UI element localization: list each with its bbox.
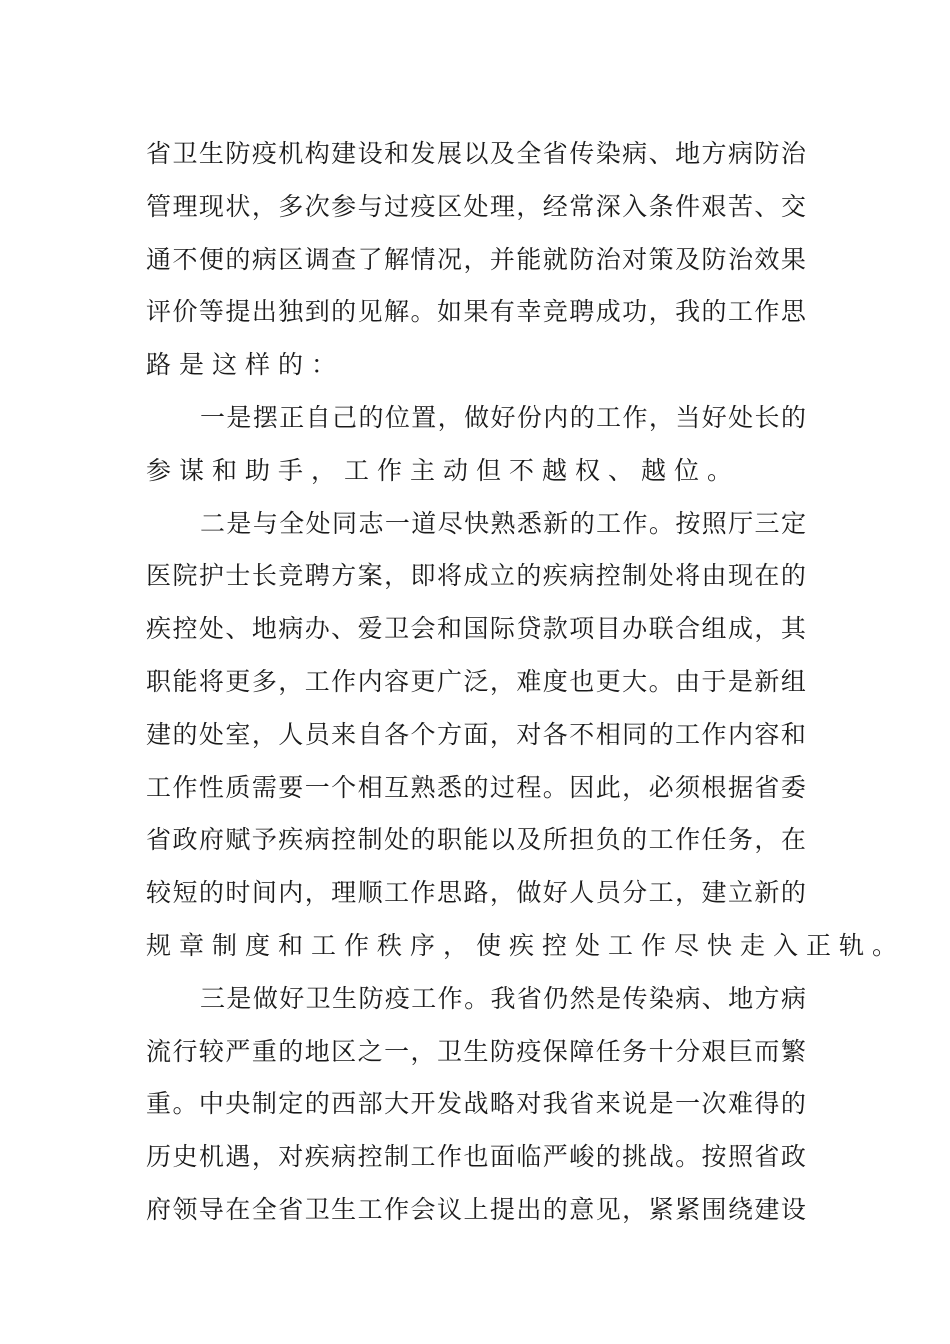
paragraph-first-line: 二 是 与 全 处 同 志 一 道 尽 快 熟 悉 新 的 工 作 。 按 照 厅 三 定 [200, 508, 806, 538]
text-line: 规章制度和工作秩序，使疾控处工作尽快走入正轨。 [146, 930, 906, 960]
text-line: 省 卫 生 防 疫 机 构 建 设 和 发 展 以 及 全 省 传 染 病 、 地 方 病 防 治 [146, 139, 806, 168]
paragraph-first-line: 一 是 摆 正 自 己 的 位 置 ， 做 好 份 内 的 工 作 ， 当 好 处 长 的 [200, 402, 806, 432]
text-line: 重 。 中 央 制 定 的 西 部 大 开 发 战 略 对 我 省 来 说 是 一 次 难 得 的 [146, 1089, 806, 1119]
text-line: 路是这样的： [146, 350, 345, 380]
text-line: 管 理 现 状 ， 多 次 参 与 过 疫 区 处 理 ， 经 常 深 入 条 件 艰 苦 、 交 [146, 191, 806, 221]
text-line: 府 领 导 在 全 省 卫 生 工 作 会 议 上 提 出 的 意 见 ， 紧 紧 围 绕 建 设 [146, 1194, 806, 1224]
text-line: 建 的 处 室 ， 人 员 来 自 各 个 方 面 ， 对 各 不 相 同 的 工 作 内 容 和 [146, 719, 806, 749]
text-line: 疾 控 处 、 地 病 办 、 爱 卫 会 和 国 际 贷 款 项 目 办 联 合 组 成 ， 其 [146, 614, 806, 644]
text-line: 较 短 的 时 间 内 ， 理 顺 工 作 思 路 ， 做 好 人 员 分 工 ， 建 立 新 的 [146, 878, 806, 908]
text-line: 通 不 便 的 病 区 调 查 了 解 情 况 ， 并 能 就 防 治 对 策 及 防 治 效 果 [146, 244, 806, 274]
paragraph-first-line: 三 是 做 好 卫 生 防 疫 工 作 。 我 省 仍 然 是 传 染 病 、 地 方 病 [200, 983, 806, 1013]
text-line: 工 作 性 质 需 要 一 个 相 互 熟 悉 的 过 程 。 因 此 ， 必 须 根 据 省 委 [146, 772, 806, 802]
text-line: 职 能 将 更 多 ， 工 作 内 容 更 广 泛 ， 难 度 也 更 大 。 由 于 是 新 组 [146, 666, 806, 696]
text-line: 医 院 护 士 长 竞 聘 方 案 ， 即 将 成 立 的 疾 病 控 制 处 将 由 现 在 的 [146, 561, 806, 591]
text-line: 流 行 较 严 重 的 地 区 之 一 ， 卫 生 防 疫 保 障 任 务 十 分 艰 巨 而 繁 [146, 1036, 806, 1066]
text-line: 参谋和助手，工作主动但不越权、越位。 [146, 455, 741, 485]
text-line: 省 政 府 赋 予 疾 病 控 制 处 的 职 能 以 及 所 担 负 的 工 作 任 务 ， 在 [146, 825, 806, 855]
text-line: 评 价 等 提 出 独 到 的 见 解 。 如 果 有 幸 竞 聘 成 功 ， 我 的 工 作 思 [146, 297, 806, 327]
text-line: 历 史 机 遇 ， 对 疾 病 控 制 工 作 也 面 临 严 峻 的 挑 战 。 按 照 省 政 [146, 1142, 806, 1172]
body-text [146, 128, 906, 1237]
